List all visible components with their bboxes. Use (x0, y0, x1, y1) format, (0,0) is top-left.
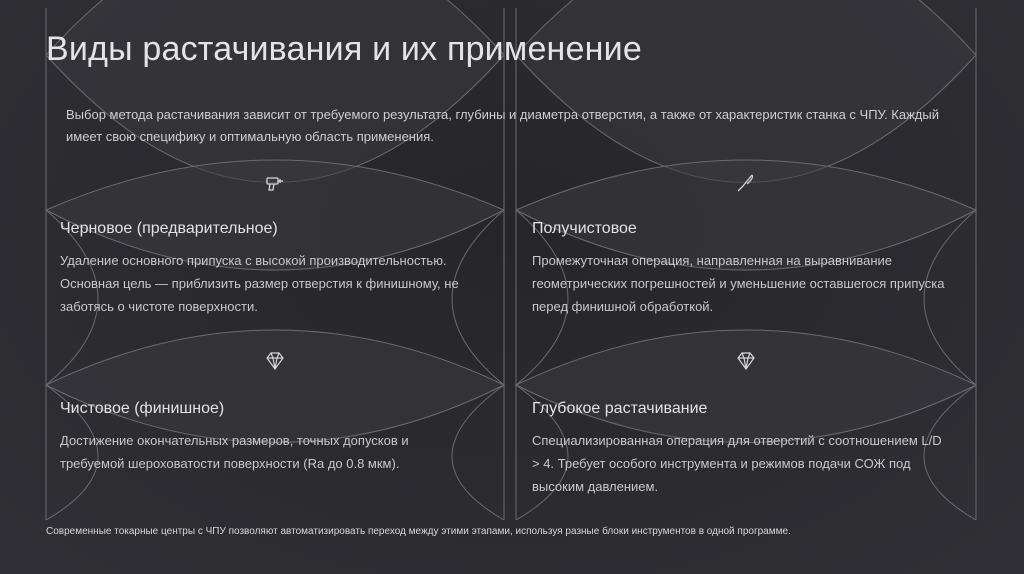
card-text-rough: Удаление основного припуска с высокой производительностью. Основная цель — приблизить размер отверстия к финишному, не заботясь о чистоте поверхности. (60, 253, 459, 314)
card-title-semifinish: Получистовое (532, 220, 637, 237)
lens-left-top (46, 0, 504, 183)
card-text-deep: Специализированная операция для отверстий с соотношением L/D > 4. Требует особого инструмента и режимов подачи СОЖ под высоким давлением. (532, 433, 942, 494)
page-title: Виды растачивания и их применение (46, 30, 642, 68)
card-title-rough: Черновое (предварительное) (60, 220, 278, 237)
drill-icon (264, 172, 286, 194)
card-title-finish: Чистовое (финишное) (60, 400, 225, 417)
lens-left-2 (46, 330, 504, 443)
footer-note: Современные токарные центры с ЧПУ позволяют автоматизировать переход между этими этапами, используя разные блоки инструментов в одной программе. (46, 526, 791, 537)
card-text-semifinish: Промежуточная операция, направленная на выравнивание геометрических погрешностей и уменьшение оставшегося припуска перед финишной обработкой. (532, 253, 945, 314)
lens-right-2 (516, 330, 976, 443)
card-text-finish: Достижение окончательных размеров, точных допусков и требуемой шероховатости поверхности (Ra до 0.8 мкм). (60, 433, 409, 471)
diamond-icon (735, 350, 757, 372)
diamond-icon (264, 350, 286, 372)
scalpel-icon (735, 172, 757, 194)
intro-text: Выбор метода растачивания зависит от требуемого результата, глубины и диаметра отверстия, а также от характеристик станка с ЧПУ. Каждый имеет свою специфику и оптимальную область применения. (66, 107, 939, 144)
card-title-deep: Глубокое растачивание (532, 400, 708, 417)
lens-right-top (516, 0, 976, 183)
